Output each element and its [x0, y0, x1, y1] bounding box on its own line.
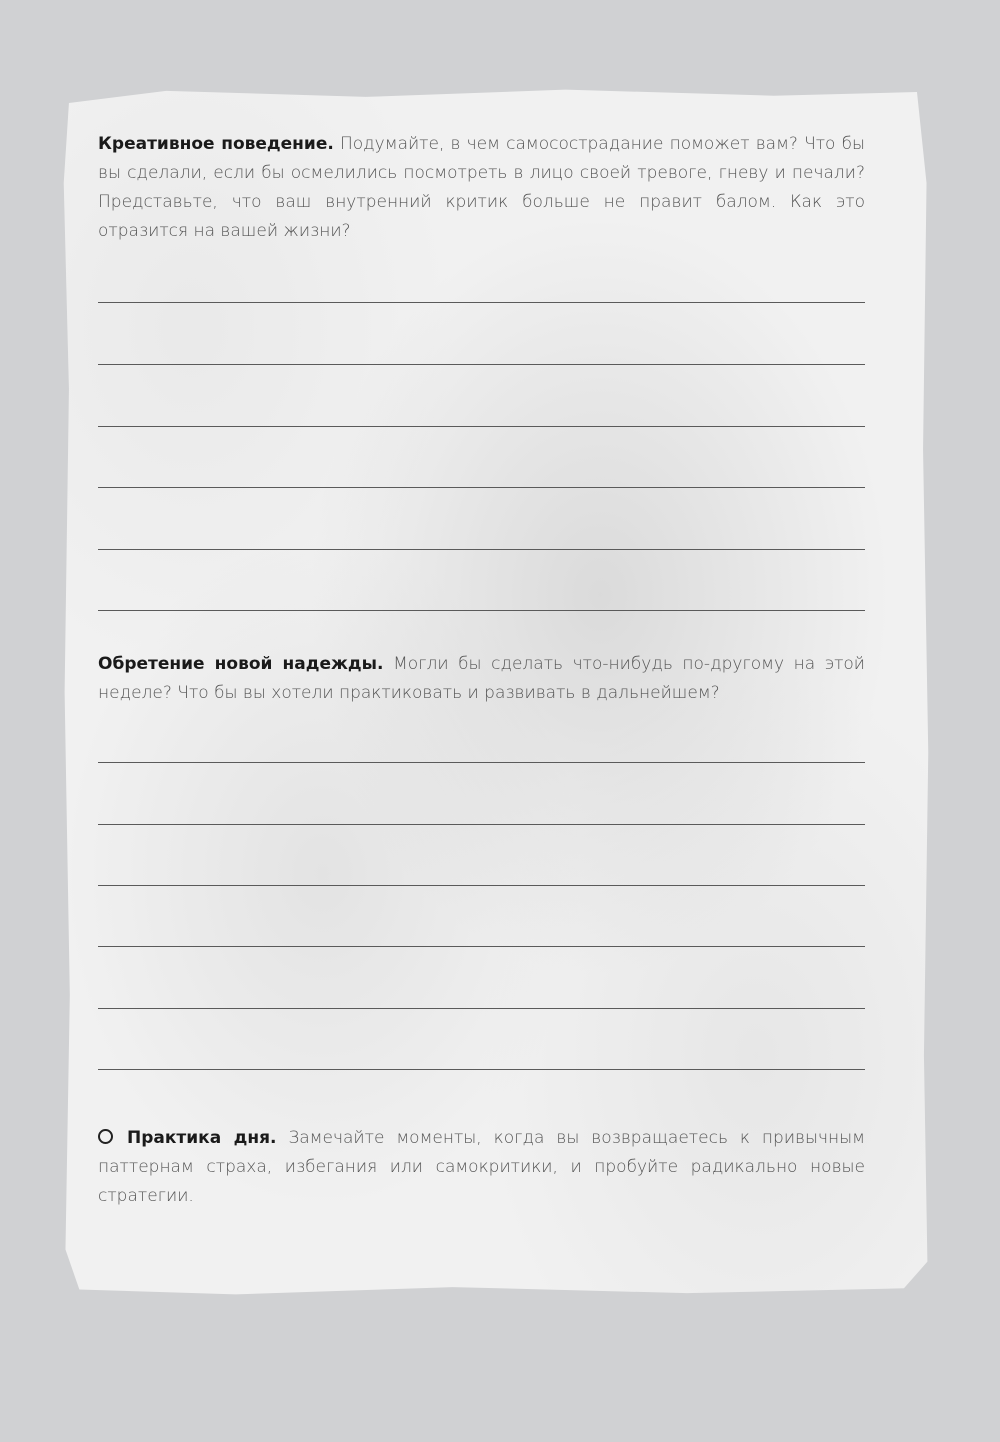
writing-line[interactable]: [98, 426, 865, 427]
prompt-body: Подумайте, в чем самосострадание поможет вам? Что бы вы сделали, если бы осмелились посмотреть в лицо своей тревоге, гневу и печали? Представьте, что ваш внутренний критик больше не правит балом. Как это отразится на вашей жизни?: [98, 134, 866, 241]
writing-line[interactable]: [98, 885, 865, 886]
writing-line[interactable]: [98, 762, 865, 763]
writing-line[interactable]: [98, 946, 865, 947]
writing-line[interactable]: [98, 364, 865, 365]
prompt-creative-behavior: [98, 130, 865, 246]
prompt-new-hope: [98, 650, 865, 708]
practice-of-the-day: [98, 1124, 865, 1211]
writing-line[interactable]: [98, 610, 865, 611]
writing-line[interactable]: [98, 1069, 865, 1070]
practice-body: Замечайте моменты, когда вы возвращаетесь к привычным паттернам страха, избегания или самокритики, и пробуйте радикально новые стратегии.: [98, 1128, 865, 1206]
prompt-body: Могли бы сделать что-нибудь по-другому на этой неделе? Что бы вы хотели практиковать и развивать в дальнейшем?: [98, 654, 866, 703]
writing-line[interactable]: [98, 487, 865, 488]
writing-line[interactable]: [98, 824, 865, 825]
prompt-lead: Креативное поведение.: [98, 134, 334, 154]
practice-lead: Практика дня.: [127, 1128, 277, 1148]
writing-line[interactable]: [98, 302, 865, 303]
prompt-lead: Обретение новой надежды.: [98, 654, 384, 674]
writing-line[interactable]: [98, 549, 865, 550]
writing-line[interactable]: [98, 1008, 865, 1009]
circle-icon[interactable]: [98, 1129, 113, 1144]
